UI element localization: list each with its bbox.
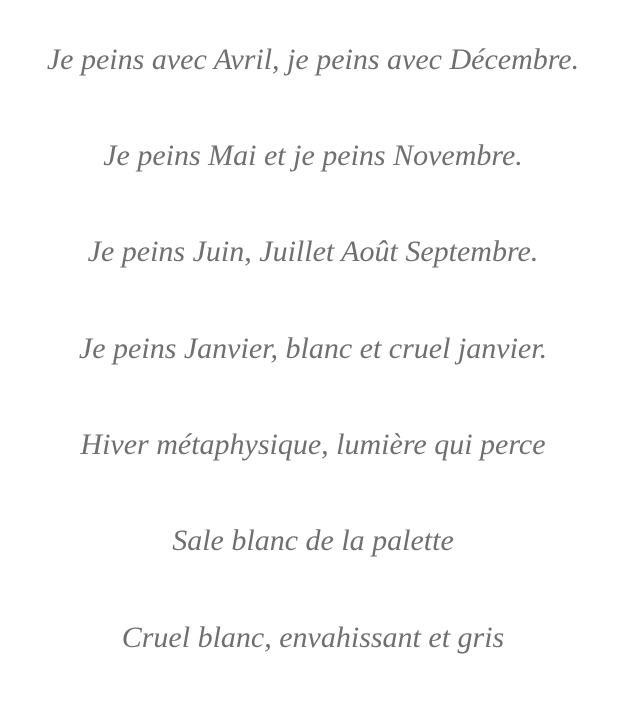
poem-line: Hiver métaphysique, lumière qui perce [80,428,546,461]
poem-line: Sale blanc de la palette [172,524,454,557]
poem-line: Cruel blanc, envahissant et gris [121,621,505,654]
poem-line: Je peins Janvier, blanc et cruel janvier. [78,332,548,365]
poem-line: Je peins avec Avril, je peins avec Décembre. [46,43,580,76]
poem-line: Je peins Juin, Juillet Août Septembre. [87,235,539,268]
poem-line: Je peins Mai et je peins Novembre. [103,139,523,172]
